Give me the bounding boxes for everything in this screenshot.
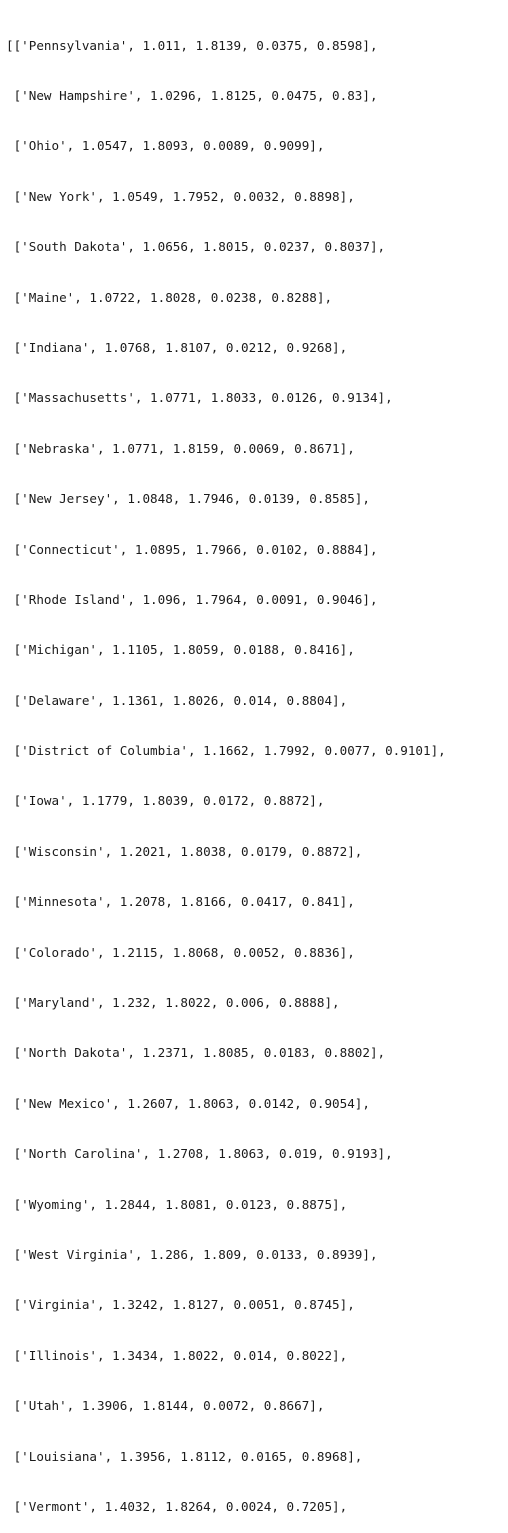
output-line: ['Iowa', 1.1779, 1.8039, 0.0172, 0.8872], [6,793,325,809]
output-line: ['North Dakota', 1.2371, 1.8085, 0.0183, 0.8802], [6,1045,386,1061]
output-line: ['New Jersey', 1.0848, 1.7946, 0.0139, 0.8585], [6,491,370,507]
output-line: ['Wisconsin', 1.2021, 1.8038, 0.0179, 0.8872], [6,843,363,859]
output-line: ['West Virginia', 1.286, 1.809, 0.0133, 0.8939], [6,1246,378,1262]
output-line: ['Illinois', 1.3434, 1.8022, 0.014, 0.8022], [6,1347,348,1363]
output-line: ['District of Columbia', 1.1662, 1.7992, 0.0077, 0.9101], [6,743,446,759]
output-line: ['Wyoming', 1.2844, 1.8081, 0.0123, 0.8875], [6,1196,348,1212]
output-line: ['North Carolina', 1.2708, 1.8063, 0.019, 0.9193], [6,1146,393,1162]
code-output [6,4,506,1533]
output-line: ['Ohio', 1.0547, 1.8093, 0.0089, 0.9099], [6,138,325,154]
output-line: ['Nebraska', 1.0771, 1.8159, 0.0069, 0.8671], [6,440,355,456]
output-line: ['Massachusetts', 1.0771, 1.8033, 0.0126, 0.9134], [6,390,393,406]
output-line: ['Maryland', 1.232, 1.8022, 0.006, 0.8888], [6,995,340,1011]
output-line: ['New Hampshire', 1.0296, 1.8125, 0.0475, 0.83], [6,87,378,103]
output-line: ['Delaware', 1.1361, 1.8026, 0.014, 0.8804], [6,692,348,708]
output-line: ['Utah', 1.3906, 1.8144, 0.0072, 0.8667], [6,1398,325,1414]
output-line: ['South Dakota', 1.0656, 1.8015, 0.0237, 0.8037], [6,239,386,255]
output-line: ['New York', 1.0549, 1.7952, 0.0032, 0.8898], [6,188,355,204]
output-line: ['Indiana', 1.0768, 1.8107, 0.0212, 0.9268], [6,339,348,355]
output-line: ['New Mexico', 1.2607, 1.8063, 0.0142, 0.9054], [6,1095,370,1111]
output-line: ['Rhode Island', 1.096, 1.7964, 0.0091, 0.9046], [6,591,378,607]
output-line: ['Colorado', 1.2115, 1.8068, 0.0052, 0.8836], [6,944,355,960]
output-line: ['Virginia', 1.3242, 1.8127, 0.0051, 0.8745], [6,1297,355,1313]
output-line: ['Michigan', 1.1105, 1.8059, 0.0188, 0.8416], [6,642,355,658]
output-line: ['Minnesota', 1.2078, 1.8166, 0.0417, 0.841], [6,894,355,910]
output-line: ['Connecticut', 1.0895, 1.7966, 0.0102, 0.8884], [6,541,378,557]
output-line: ['Maine', 1.0722, 1.8028, 0.0238, 0.8288], [6,289,333,305]
output-line: [['Pennsylvania', 1.011, 1.8139, 0.0375, 0.8598], [6,37,378,53]
output-line: ['Vermont', 1.4032, 1.8264, 0.0024, 0.7205], [6,1498,348,1514]
output-line: ['Louisiana', 1.3956, 1.8112, 0.0165, 0.8968], [6,1448,363,1464]
